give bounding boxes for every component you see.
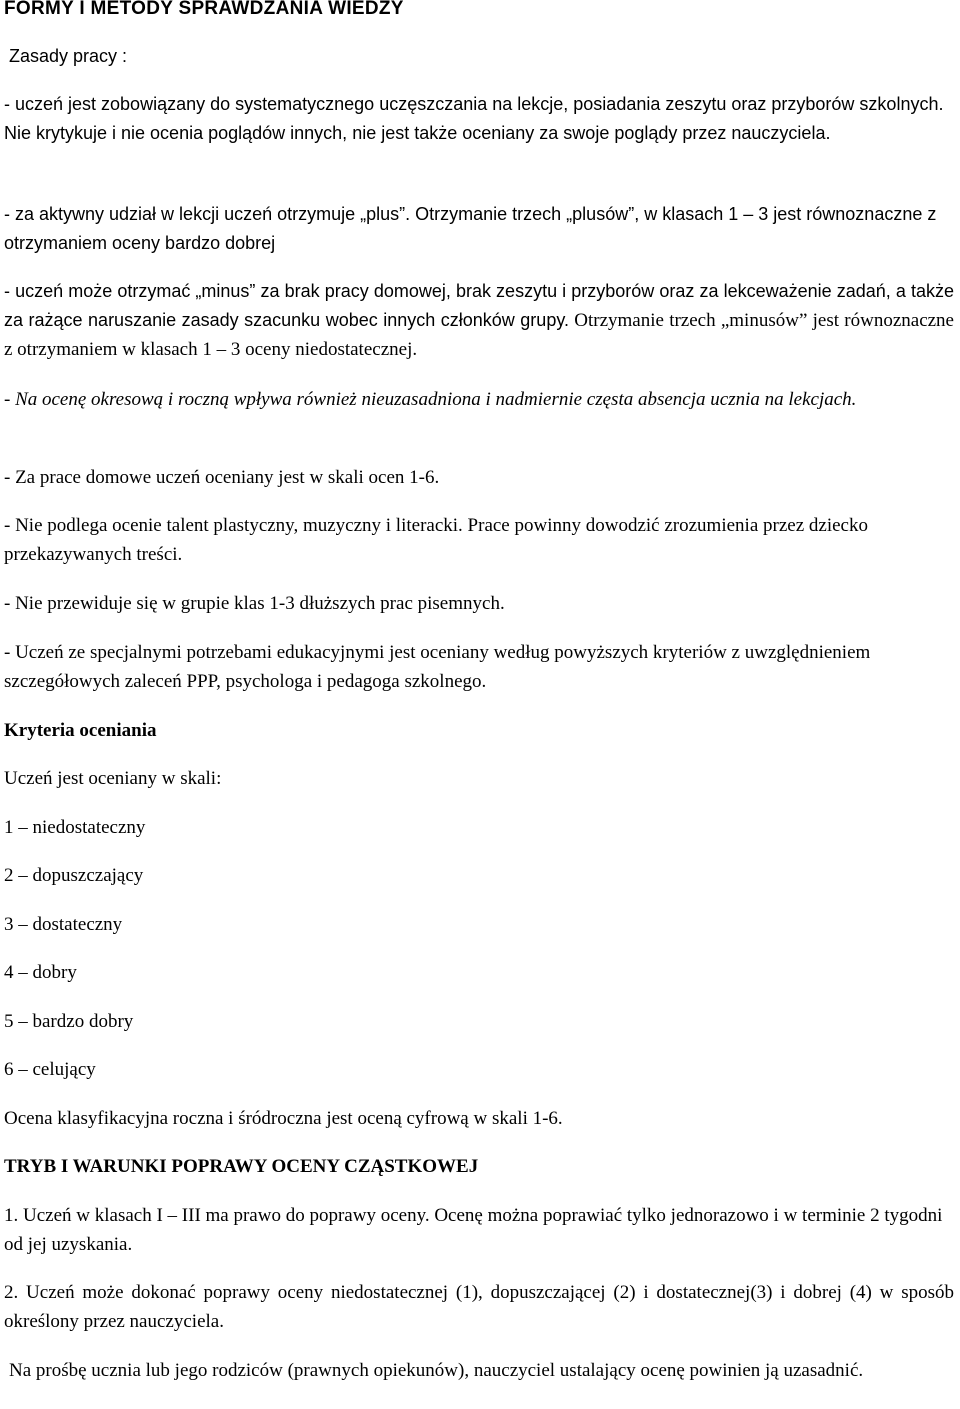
rule-1: 1. Uczeń w klasach I – III ma prawo do poprawy oceny. Ocenę można poprawiać tylko jednorazowo i w terminie 2 tygodni od jej uzyskania.: [4, 1205, 943, 1255]
paragraph-plus: [4, 200, 954, 258]
paragraph-homework: - Za prace domowe uczeń oceniany jest w skali ocen 1-6.: [4, 467, 440, 488]
paragraph-classification: Ocena klasyfikacyjna roczna i śródroczna jest oceną cyfrową w skali 1-6.: [4, 1108, 563, 1129]
paragraph-absence: - Na ocenę okresową i roczną wpływa również nieuzasadniona i nadmiernie częsta absencja ucznia na lekcjach.: [4, 389, 857, 410]
paragraph-minus: [4, 277, 954, 364]
grade-item: 6 – celujący: [4, 1059, 96, 1080]
grade-item: 4 – dobry: [4, 962, 77, 983]
kryteria-heading: Kryteria oceniania: [4, 720, 157, 741]
plus-sentence: - za aktywny udział w lekcji uczeń otrzymuje „plus”.: [4, 204, 411, 224]
paragraph-written-work: - Nie przewiduje się w grupie klas 1-3 dłuższych prac pisemnych.: [4, 593, 505, 614]
grade-item: 2 – dopuszczający: [4, 865, 144, 886]
document-title: FORMY I METODY SPRAWDZANIA WIEDZY: [4, 0, 404, 19]
paragraph-obligations: - uczeń jest zobowiązany do systematycznego uczęszczania na lekcje, posiadania zeszytu oraz przyborów szkolnych. Nie krytykuje i nie ocenia poglądów innych, nie jest także oceniany za swoje poglądy przez nauczyciela.: [4, 94, 944, 143]
minus-sentence: - uczeń może otrzymać „minus” za brak pracy domowej, brak zeszytu i przyborów oraz za lekceważenie zadań, a także za rażące naruszanie zasady szacunku wobec innych członków grupy.: [4, 281, 954, 330]
rule-2: 2. Uczeń może dokonać poprawy oceny niedostatecznej (1), dopuszczającej (2) i dostatecznej(3) i dobrej (4) w sposób określony przez nauczyciela.: [4, 1282, 954, 1332]
grade-item: 5 – bardzo dobry: [4, 1011, 134, 1032]
paragraph-talent: - Nie podlega ocenie talent plastyczny, muzyczny i literacki. Prace powinny dowodzić zrozumienia przez dziecko przekazywanych treści.: [4, 515, 868, 565]
plus-equivalence: Otrzymanie trzech „plusów”, w klasach 1 – 3 jest równoznaczne z otrzymaniem oceny bardzo dobrej: [4, 204, 937, 253]
zasady-heading: Zasady pracy :: [9, 46, 128, 66]
grade-item: 3 – dostateczny: [4, 914, 123, 935]
scale-intro: Uczeń jest oceniany w skali:: [4, 768, 222, 789]
grade-item: 1 – niedostateczny: [4, 817, 146, 838]
rule-justification: Na prośbę ucznia lub jego rodziców (prawnych opiekunów), nauczyciel ustalający ocenę powinien ją uzasadnić.: [9, 1360, 864, 1381]
minus-equivalence: Otrzymanie trzech „minusów” jest równoznaczne z otrzymaniem w klasach 1 – 3 oceny niedostatecznej.: [4, 310, 954, 360]
tryb-heading: TRYB I WARUNKI POPRAWY OCENY CZĄSTKOWEJ: [4, 1156, 479, 1177]
paragraph-special-needs: - Uczeń ze specjalnymi potrzebami edukacyjnymi jest oceniany według powyższych kryteriów z uwzględnieniem szczegółowych zaleceń PPP, psychologa i pedagoga szkolnego.: [4, 642, 871, 692]
